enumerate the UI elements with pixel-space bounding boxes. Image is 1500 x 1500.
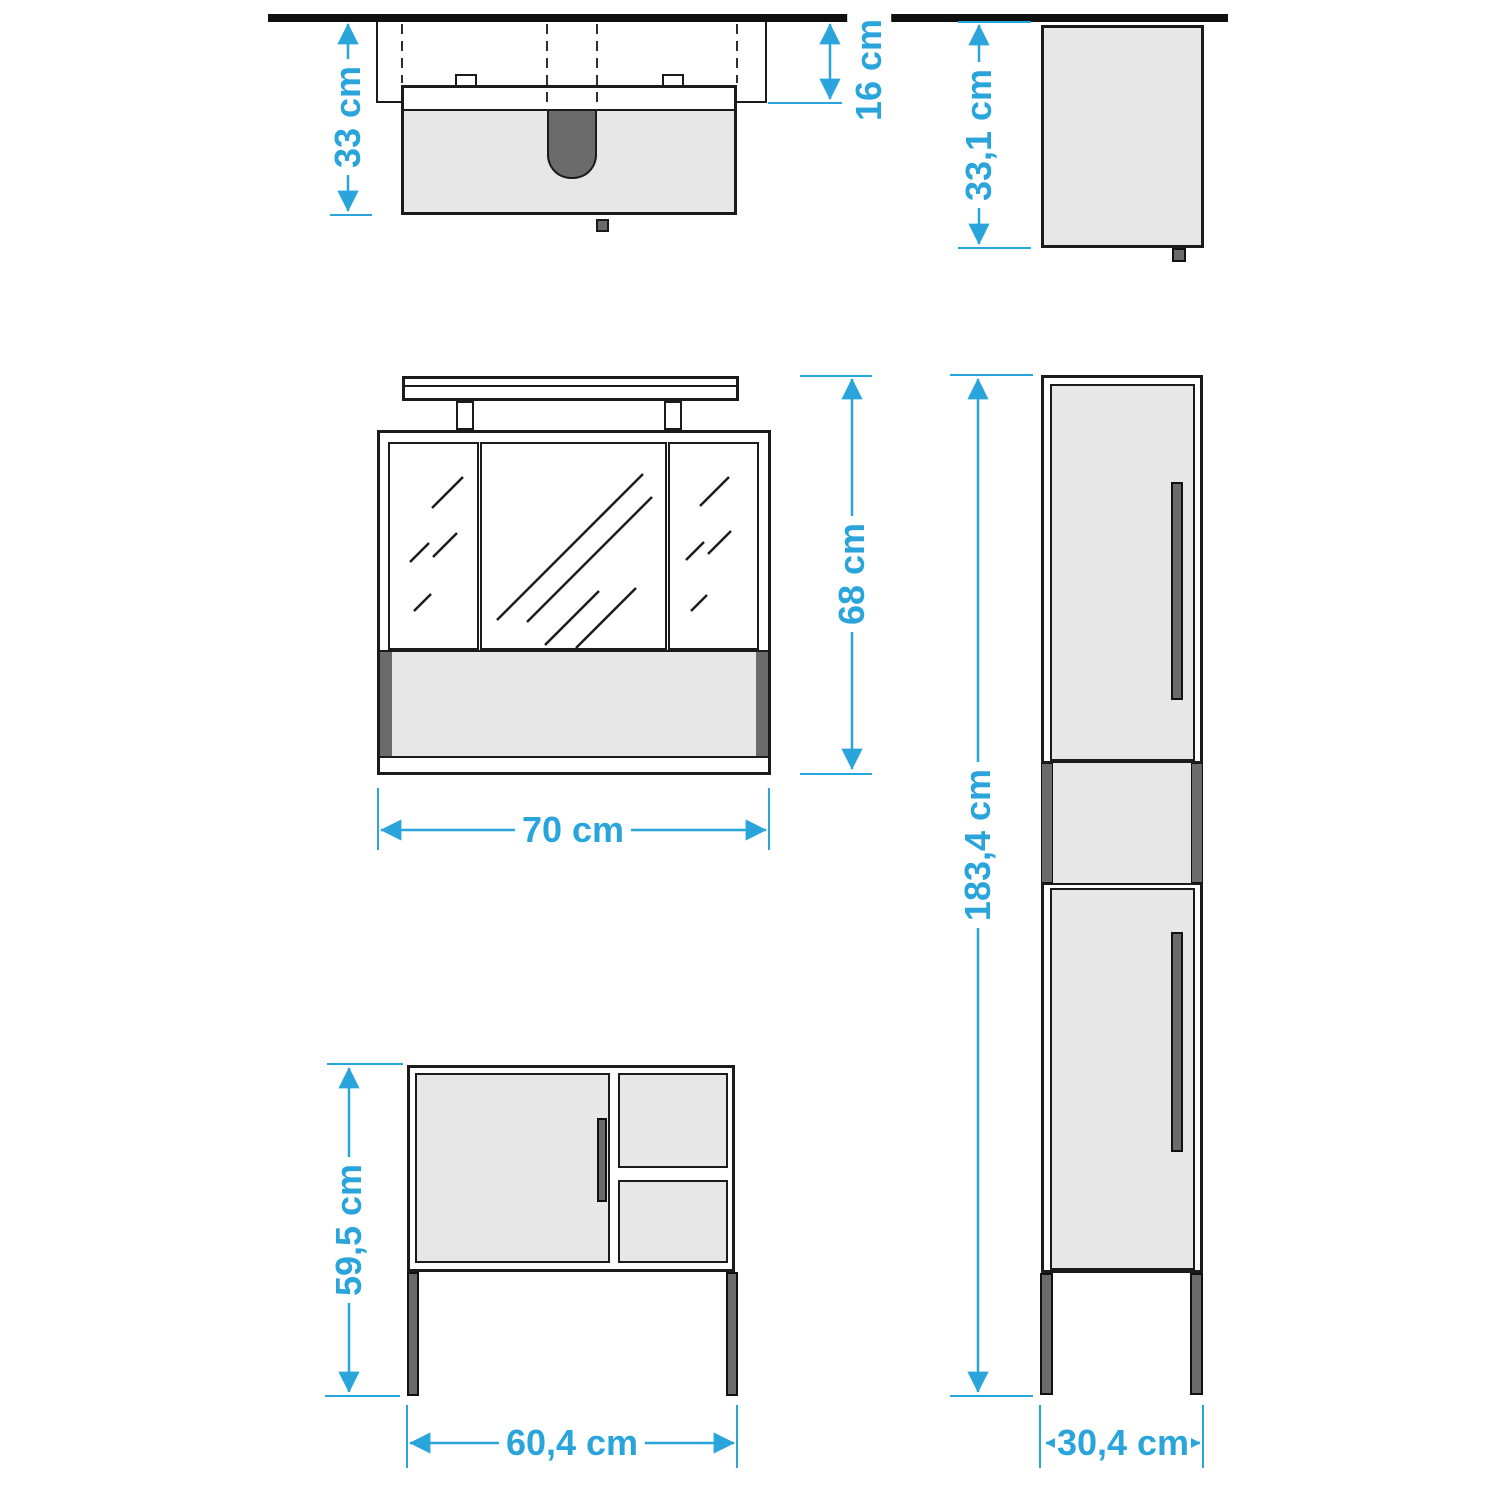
tall-cabinet-bottom-handle — [1171, 932, 1183, 1152]
mirror-door-center — [480, 442, 667, 650]
vanity-leg-right — [726, 1272, 738, 1396]
siphon-cutout — [547, 111, 597, 179]
tall-cabinet-leg-right — [1190, 1273, 1203, 1395]
base-band-end-left — [380, 652, 392, 756]
drain-outlet — [596, 219, 609, 232]
mirror-door-left — [388, 442, 479, 650]
open-shelf-side-left — [1041, 763, 1053, 883]
vanity-door — [415, 1073, 610, 1263]
dim-mirror-cabinet-width: 70 cm — [515, 808, 631, 852]
vanity-shelf-bottom — [618, 1180, 728, 1263]
base-band-end-right — [756, 652, 768, 756]
dim-vanity-height: 59,5 cm — [327, 1157, 371, 1303]
dim-washbasin-depth-total: 33 cm — [326, 59, 370, 175]
dim-side-view-depth: 33,1 cm — [957, 62, 1001, 208]
light-bar-edge — [405, 385, 736, 387]
vanity-shelf-top — [618, 1073, 728, 1168]
dim-washbasin-counter-depth: 16 cm — [847, 12, 891, 128]
vanity-leg-left — [407, 1272, 419, 1396]
tall-cabinet-open-shelf — [1044, 761, 1200, 885]
fixing-clip-left — [455, 74, 477, 87]
light-bar-support-left — [456, 401, 474, 430]
side-view-cabinet — [1041, 25, 1204, 248]
dim-vanity-width: 60,4 cm — [499, 1421, 645, 1465]
fixing-clip-right — [662, 74, 684, 87]
vanity-door-handle — [597, 1118, 607, 1202]
dim-mirror-cabinet-height: 68 cm — [830, 516, 874, 632]
dim-tall-cabinet-height: 183,4 cm — [956, 762, 1000, 928]
light-bar — [402, 376, 739, 401]
open-shelf-side-right — [1191, 763, 1203, 883]
mirror-cabinet-base-band — [380, 650, 768, 758]
tall-cabinet-top-handle — [1171, 482, 1183, 700]
mirror-door-right — [668, 442, 759, 650]
dim-tall-cabinet-width: 30,4 cm — [1056, 1422, 1190, 1464]
side-view-foot — [1172, 248, 1186, 262]
tall-cabinet-leg-left — [1040, 1273, 1053, 1395]
light-bar-support-right — [664, 401, 682, 430]
wall-line — [268, 14, 1228, 22]
